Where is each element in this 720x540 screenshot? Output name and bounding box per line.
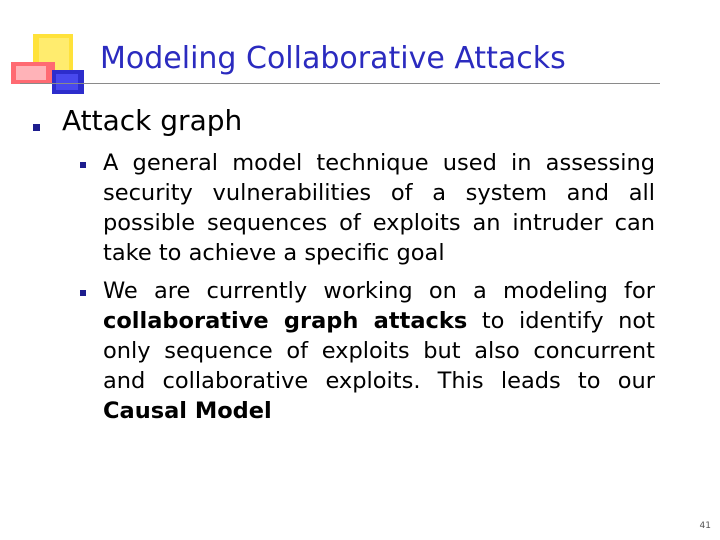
bold-phrase: Causal Model bbox=[103, 398, 272, 424]
slide-logo bbox=[0, 0, 100, 100]
bold-phrase: collaborative graph attacks bbox=[103, 308, 468, 334]
slide-title: Modeling Collaborative Attacks bbox=[100, 41, 566, 76]
sub-bullet-2: We are currently working on a modeling for collaborative graph attacks to identify not only sequence of exploits but also concurrent and collaborative exploits. This leads to our Causal Model bbox=[103, 278, 655, 424]
bullet-square-icon bbox=[80, 290, 86, 296]
bullet-level1: Attack graph bbox=[62, 104, 243, 137]
bullet-square-icon bbox=[80, 162, 86, 168]
sub-bullet-1: A general model technique used in assessing security vulnerabilities of a system and all possible sequences of exploits an intruder can take to achieve a specific goal bbox=[103, 150, 655, 266]
title-divider bbox=[20, 83, 660, 84]
bullet-square-icon bbox=[33, 124, 40, 131]
slide-number: 41 bbox=[699, 521, 711, 531]
